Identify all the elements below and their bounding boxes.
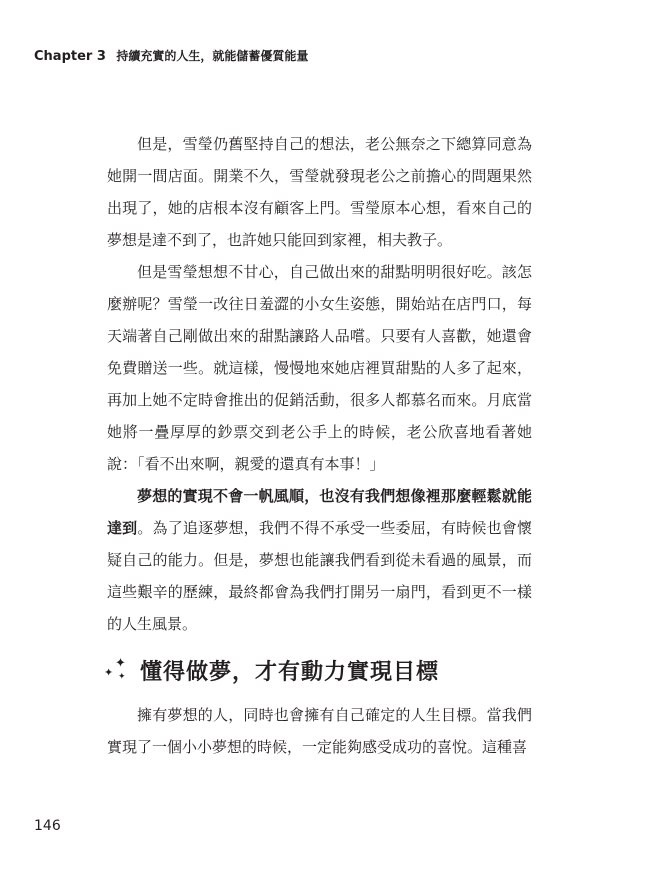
stars-icon: ✦ ✦ ✦ (104, 656, 126, 682)
section-body-text (107, 699, 532, 763)
emphasized-sentence: 夢想的實現不會一帆風順，也沒有我們想像裡那麼輕鬆就能達到 (107, 487, 532, 537)
page-number: 146 (34, 818, 61, 834)
section-title: 懂得做夢，才有動力實現目標 (140, 659, 440, 685)
section-paragraph: 擁有夢想的人，同時也會擁有自己確定的人生目標。當我們實現了一個小小夢想的時候，一定能夠感受成功的喜悅。這種喜 (107, 706, 532, 756)
paragraph-3 (107, 480, 532, 640)
chapter-label: Chapter 3 (34, 49, 106, 64)
paragraph-3-rest: 。為了追逐夢想，我們不得不承受一些委屈，有時候也會懷疑自己的能力。但是，夢想也能讓我們看到從未看過的風景，而這些艱辛的歷練，最終都會為我們打開另一扇門，看到更不一樣的人生風景。 (107, 519, 532, 633)
paragraph-1: 但是，雪瑩仍舊堅持自己的想法，老公無奈之下總算同意為她開一間店面。開業不久，雪瑩就發現老公之前擔心的問題果然出現了，她的店根本沒有顧客上門。雪瑩原本心想，看來自己的夢想是達不到了，也許她只能回到家裡，相夫教子。 (107, 135, 532, 249)
chapter-title: 持續充實的人生，就能儲蓄優質能量 (116, 49, 309, 63)
body-text (107, 128, 532, 640)
paragraph-2: 但是雪瑩想想不甘心，自己做出來的甜點明明很好吃。該怎麼辦呢？雪瑩一改往日羞澀的小女生姿態，開始站在店門口，每天端著自己剛做出來的甜點讓路人品嚐。只要有人喜歡，她還會免費贈送一些。就這樣，慢慢地來她店裡買甜點的人多了起來，再加上她不定時會推出的促銷活動，很多人都慕名而來。月底當她將一疊厚厚的鈔票交到老公手上的時候，老公欣喜地看著她說：「看不出來啊，親愛的還真有本事！」 (107, 263, 532, 473)
running-header (34, 47, 308, 64)
section-heading (104, 650, 439, 690)
